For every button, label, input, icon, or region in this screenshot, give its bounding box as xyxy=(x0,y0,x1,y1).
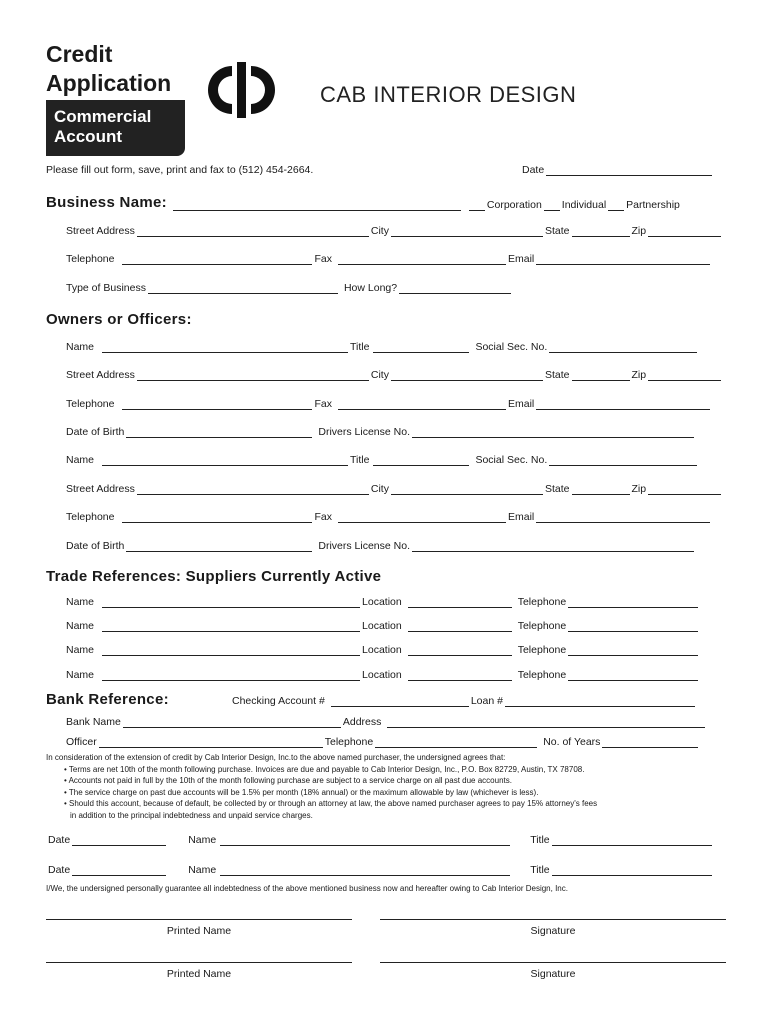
partnership-option[interactable]: Partnership xyxy=(626,199,680,211)
telephone-label: Telephone xyxy=(66,511,115,523)
dob-label: Date of Birth xyxy=(66,540,125,552)
loan-label: Loan # xyxy=(470,695,503,707)
owners-heading: Owners or Officers: xyxy=(46,311,192,328)
street-address-label: Street Address xyxy=(66,483,135,495)
printed-name-caption: Printed Name xyxy=(166,925,232,937)
telephone-label: Telephone xyxy=(66,398,115,410)
zip-label: Zip xyxy=(631,369,647,381)
personal-guarantee: I/We, the undersigned personally guarantee all indebtedness of the above mentioned business now and hereafter owing to Cab Interior Design, Inc. xyxy=(46,884,568,893)
business-name-row[interactable] xyxy=(46,194,682,211)
corporation-option[interactable]: Corporation xyxy=(486,199,542,211)
business-type-row[interactable] xyxy=(64,282,511,294)
business-contact-row[interactable] xyxy=(64,253,710,265)
brand-name: CAB INTERIOR DESIGN xyxy=(320,82,577,107)
location-label: Location xyxy=(362,644,402,656)
name-label: Name xyxy=(66,644,95,656)
bank-name-row[interactable] xyxy=(64,716,705,728)
location-label: Location xyxy=(362,620,402,632)
license-label: Drivers License No. xyxy=(318,540,410,552)
type-of-business-label: Type of Business xyxy=(66,282,146,294)
terms-intro: In consideration of the extension of credit by Cab Interior Design, Inc.to the above named purchaser, the undersigned agrees that: xyxy=(46,753,506,762)
fax-label: Fax xyxy=(314,253,332,265)
owner2-name-row[interactable] xyxy=(64,454,697,466)
ssn-label: Social Sec. No. xyxy=(475,454,548,466)
agreement-row-1[interactable] xyxy=(46,834,712,846)
business-address-row[interactable] xyxy=(64,225,721,237)
email-label: Email xyxy=(507,253,535,265)
bank-name-label: Bank Name xyxy=(66,716,121,728)
ssn-label: Social Sec. No. xyxy=(475,341,548,353)
address-label: Address xyxy=(342,716,382,728)
printed-name-line-1[interactable] xyxy=(46,919,352,920)
state-label: State xyxy=(544,483,570,495)
name-label: Name xyxy=(66,620,95,632)
name-label: Name xyxy=(66,454,95,466)
checking-account-label: Checking Account # xyxy=(232,695,325,707)
bank-officer-row[interactable] xyxy=(64,736,698,748)
street-address-label: Street Address xyxy=(66,225,135,237)
form-title: Credit Application xyxy=(46,41,172,96)
owner1-contact-row[interactable] xyxy=(64,398,710,410)
location-label: Location xyxy=(362,669,402,681)
name-label: Name xyxy=(66,596,95,608)
trade-ref-row[interactable] xyxy=(64,669,698,681)
city-label: City xyxy=(370,483,389,495)
owner2-id-row[interactable] xyxy=(64,540,694,552)
state-label: State xyxy=(544,369,570,381)
how-long-label: How Long? xyxy=(343,282,398,294)
telephone-label: Telephone xyxy=(66,253,115,265)
fax-label: Fax xyxy=(314,511,332,523)
telephone-label: Telephone xyxy=(324,736,374,748)
owner1-address-row[interactable] xyxy=(64,369,721,381)
telephone-label: Telephone xyxy=(517,596,567,608)
owner1-id-row[interactable] xyxy=(64,426,694,438)
title-label: Title xyxy=(530,864,550,876)
agreement-row-2[interactable] xyxy=(46,864,712,876)
business-name-heading: Business Name: xyxy=(46,194,167,211)
credit-terms xyxy=(46,752,746,821)
trade-ref-row[interactable] xyxy=(64,644,698,656)
city-label: City xyxy=(370,369,389,381)
street-address-label: Street Address xyxy=(66,369,135,381)
name-label: Name xyxy=(188,834,217,846)
terms-item: • The service charge on past due accounts will be 1.5% per month (18% annual) or the maximum allowable by law (whichever is less). xyxy=(64,787,539,797)
trade-ref-row[interactable] xyxy=(64,620,698,632)
license-label: Drivers License No. xyxy=(318,426,410,438)
zip-label: Zip xyxy=(631,225,647,237)
telephone-label: Telephone xyxy=(517,620,567,632)
account-type-badge: Commercial Account xyxy=(46,100,185,156)
trade-ref-row[interactable] xyxy=(64,596,698,608)
instructions: Please fill out form, save, print and fax to (512) 454-2664. xyxy=(46,164,314,176)
name-label: Name xyxy=(188,864,217,876)
terms-item: • Accounts not paid in full by the 10th of the month following purchase are subject to a service charge on all past due accounts. xyxy=(64,776,512,785)
date-label: Date xyxy=(522,164,545,176)
officer-label: Officer xyxy=(66,736,97,748)
signature-line-2[interactable] xyxy=(380,962,726,963)
terms-item: • Should this account, because of default, be collected by or through an attorney at law, the above named purchaser agrees to pay 15% attorney's fees xyxy=(64,799,598,808)
city-label: City xyxy=(370,225,389,237)
years-label: No. of Years xyxy=(543,736,601,748)
date-label: Date xyxy=(48,864,71,876)
signature-caption: Signature xyxy=(530,925,576,937)
trade-references-heading: Trade References: Suppliers Currently Active xyxy=(46,568,382,585)
name-label: Name xyxy=(66,669,95,681)
owner2-contact-row[interactable] xyxy=(64,511,710,523)
email-label: Email xyxy=(507,511,535,523)
printed-name-line-2[interactable] xyxy=(46,962,352,963)
signature-line-1[interactable] xyxy=(380,919,726,920)
terms-item: • Terms are net 10th of the month following purchase. Invoices are due and payable to Cab Interior Design, Inc., P.O. Box 82729, Austin, TX 78708. xyxy=(64,764,585,774)
printed-name-caption: Printed Name xyxy=(166,968,232,980)
email-label: Email xyxy=(507,398,535,410)
state-label: State xyxy=(544,225,570,237)
cab-logo-icon xyxy=(206,62,278,118)
location-label: Location xyxy=(362,596,402,608)
terms-item: in addition to the principal indebtedness and unpaid service charges. xyxy=(70,810,313,820)
title-label: Title xyxy=(350,454,370,466)
telephone-label: Telephone xyxy=(517,644,567,656)
owner1-name-row[interactable] xyxy=(64,341,697,353)
date-field-top[interactable] xyxy=(520,164,712,176)
date-label: Date xyxy=(48,834,71,846)
individual-option[interactable]: Individual xyxy=(561,199,607,211)
zip-label: Zip xyxy=(631,483,647,495)
owner2-address-row[interactable] xyxy=(64,483,721,495)
fax-label: Fax xyxy=(314,398,332,410)
telephone-label: Telephone xyxy=(517,669,567,681)
signature-caption: Signature xyxy=(530,968,576,980)
title-label: Title xyxy=(350,341,370,353)
bank-account-row[interactable] xyxy=(230,695,695,707)
bank-reference-heading: Bank Reference: xyxy=(46,691,169,708)
dob-label: Date of Birth xyxy=(66,426,125,438)
name-label: Name xyxy=(66,341,95,353)
title-label: Title xyxy=(530,834,550,846)
